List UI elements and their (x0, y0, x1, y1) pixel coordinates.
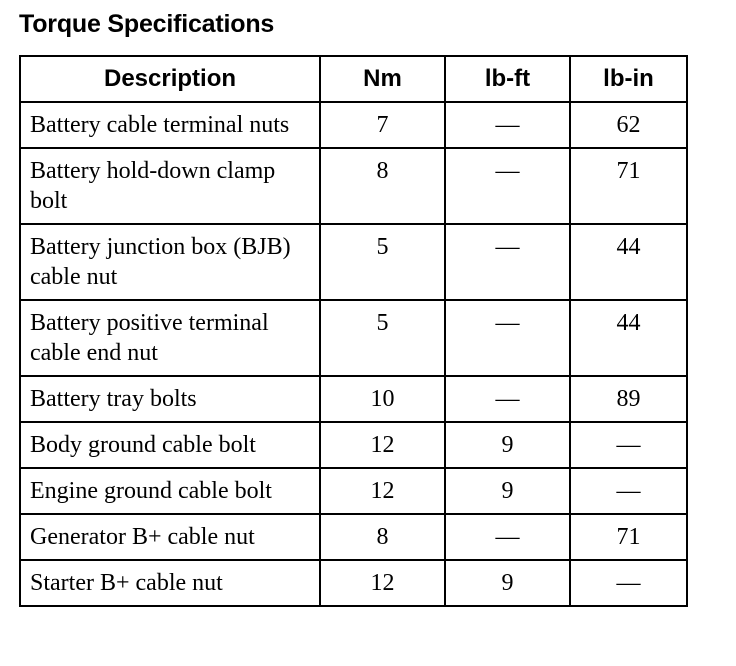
row-lb-ft: — (445, 102, 570, 148)
table-row (20, 300, 687, 376)
table-row (20, 468, 687, 514)
row-description: Battery hold-down clamp bolt (20, 148, 320, 224)
row-lb-ft: — (445, 224, 570, 300)
page-title: Torque Specifications (19, 10, 275, 38)
row-nm: 12 (320, 468, 445, 514)
table-row (20, 422, 687, 468)
row-lb-ft: — (445, 514, 570, 560)
row-lb-ft: 9 (445, 468, 570, 514)
table-row (20, 102, 687, 148)
row-nm: 8 (320, 514, 445, 560)
header-nm: Nm (320, 56, 445, 102)
row-lb-ft: 9 (445, 560, 570, 606)
row-description: Battery cable terminal nuts (20, 102, 320, 148)
row-nm: 5 (320, 300, 445, 376)
row-description: Engine ground cable bolt (20, 468, 320, 514)
row-description: Battery positive terminal cable end nut (20, 300, 320, 376)
row-lb-ft: 9 (445, 422, 570, 468)
header-lb-in: lb-in (570, 56, 687, 102)
header-lb-ft: lb-ft (445, 56, 570, 102)
table-row (20, 376, 687, 422)
row-nm: 12 (320, 560, 445, 606)
row-lb-in: 71 (570, 148, 687, 224)
row-description: Generator B+ cable nut (20, 514, 320, 560)
row-lb-in: 44 (570, 224, 687, 300)
row-lb-in: 71 (570, 514, 687, 560)
row-lb-in: 62 (570, 102, 687, 148)
row-nm: 7 (320, 102, 445, 148)
row-nm: 5 (320, 224, 445, 300)
table-header-row (20, 56, 687, 102)
row-lb-in: 44 (570, 300, 687, 376)
header-description: Description (20, 56, 320, 102)
row-lb-ft: — (445, 148, 570, 224)
torque-spec-table (19, 55, 688, 607)
row-nm: 8 (320, 148, 445, 224)
row-lb-in: — (570, 422, 687, 468)
row-description: Body ground cable bolt (20, 422, 320, 468)
row-lb-in: — (570, 468, 687, 514)
row-nm: 10 (320, 376, 445, 422)
row-lb-in: 89 (570, 376, 687, 422)
row-nm: 12 (320, 422, 445, 468)
table-row (20, 560, 687, 606)
row-description: Battery junction box (BJB) cable nut (20, 224, 320, 300)
row-description: Battery tray bolts (20, 376, 320, 422)
row-description: Starter B+ cable nut (20, 560, 320, 606)
row-lb-in: — (570, 560, 687, 606)
row-lb-ft: — (445, 300, 570, 376)
row-lb-ft: — (445, 376, 570, 422)
table-row (20, 514, 687, 560)
table-row (20, 148, 687, 224)
table-row (20, 224, 687, 300)
